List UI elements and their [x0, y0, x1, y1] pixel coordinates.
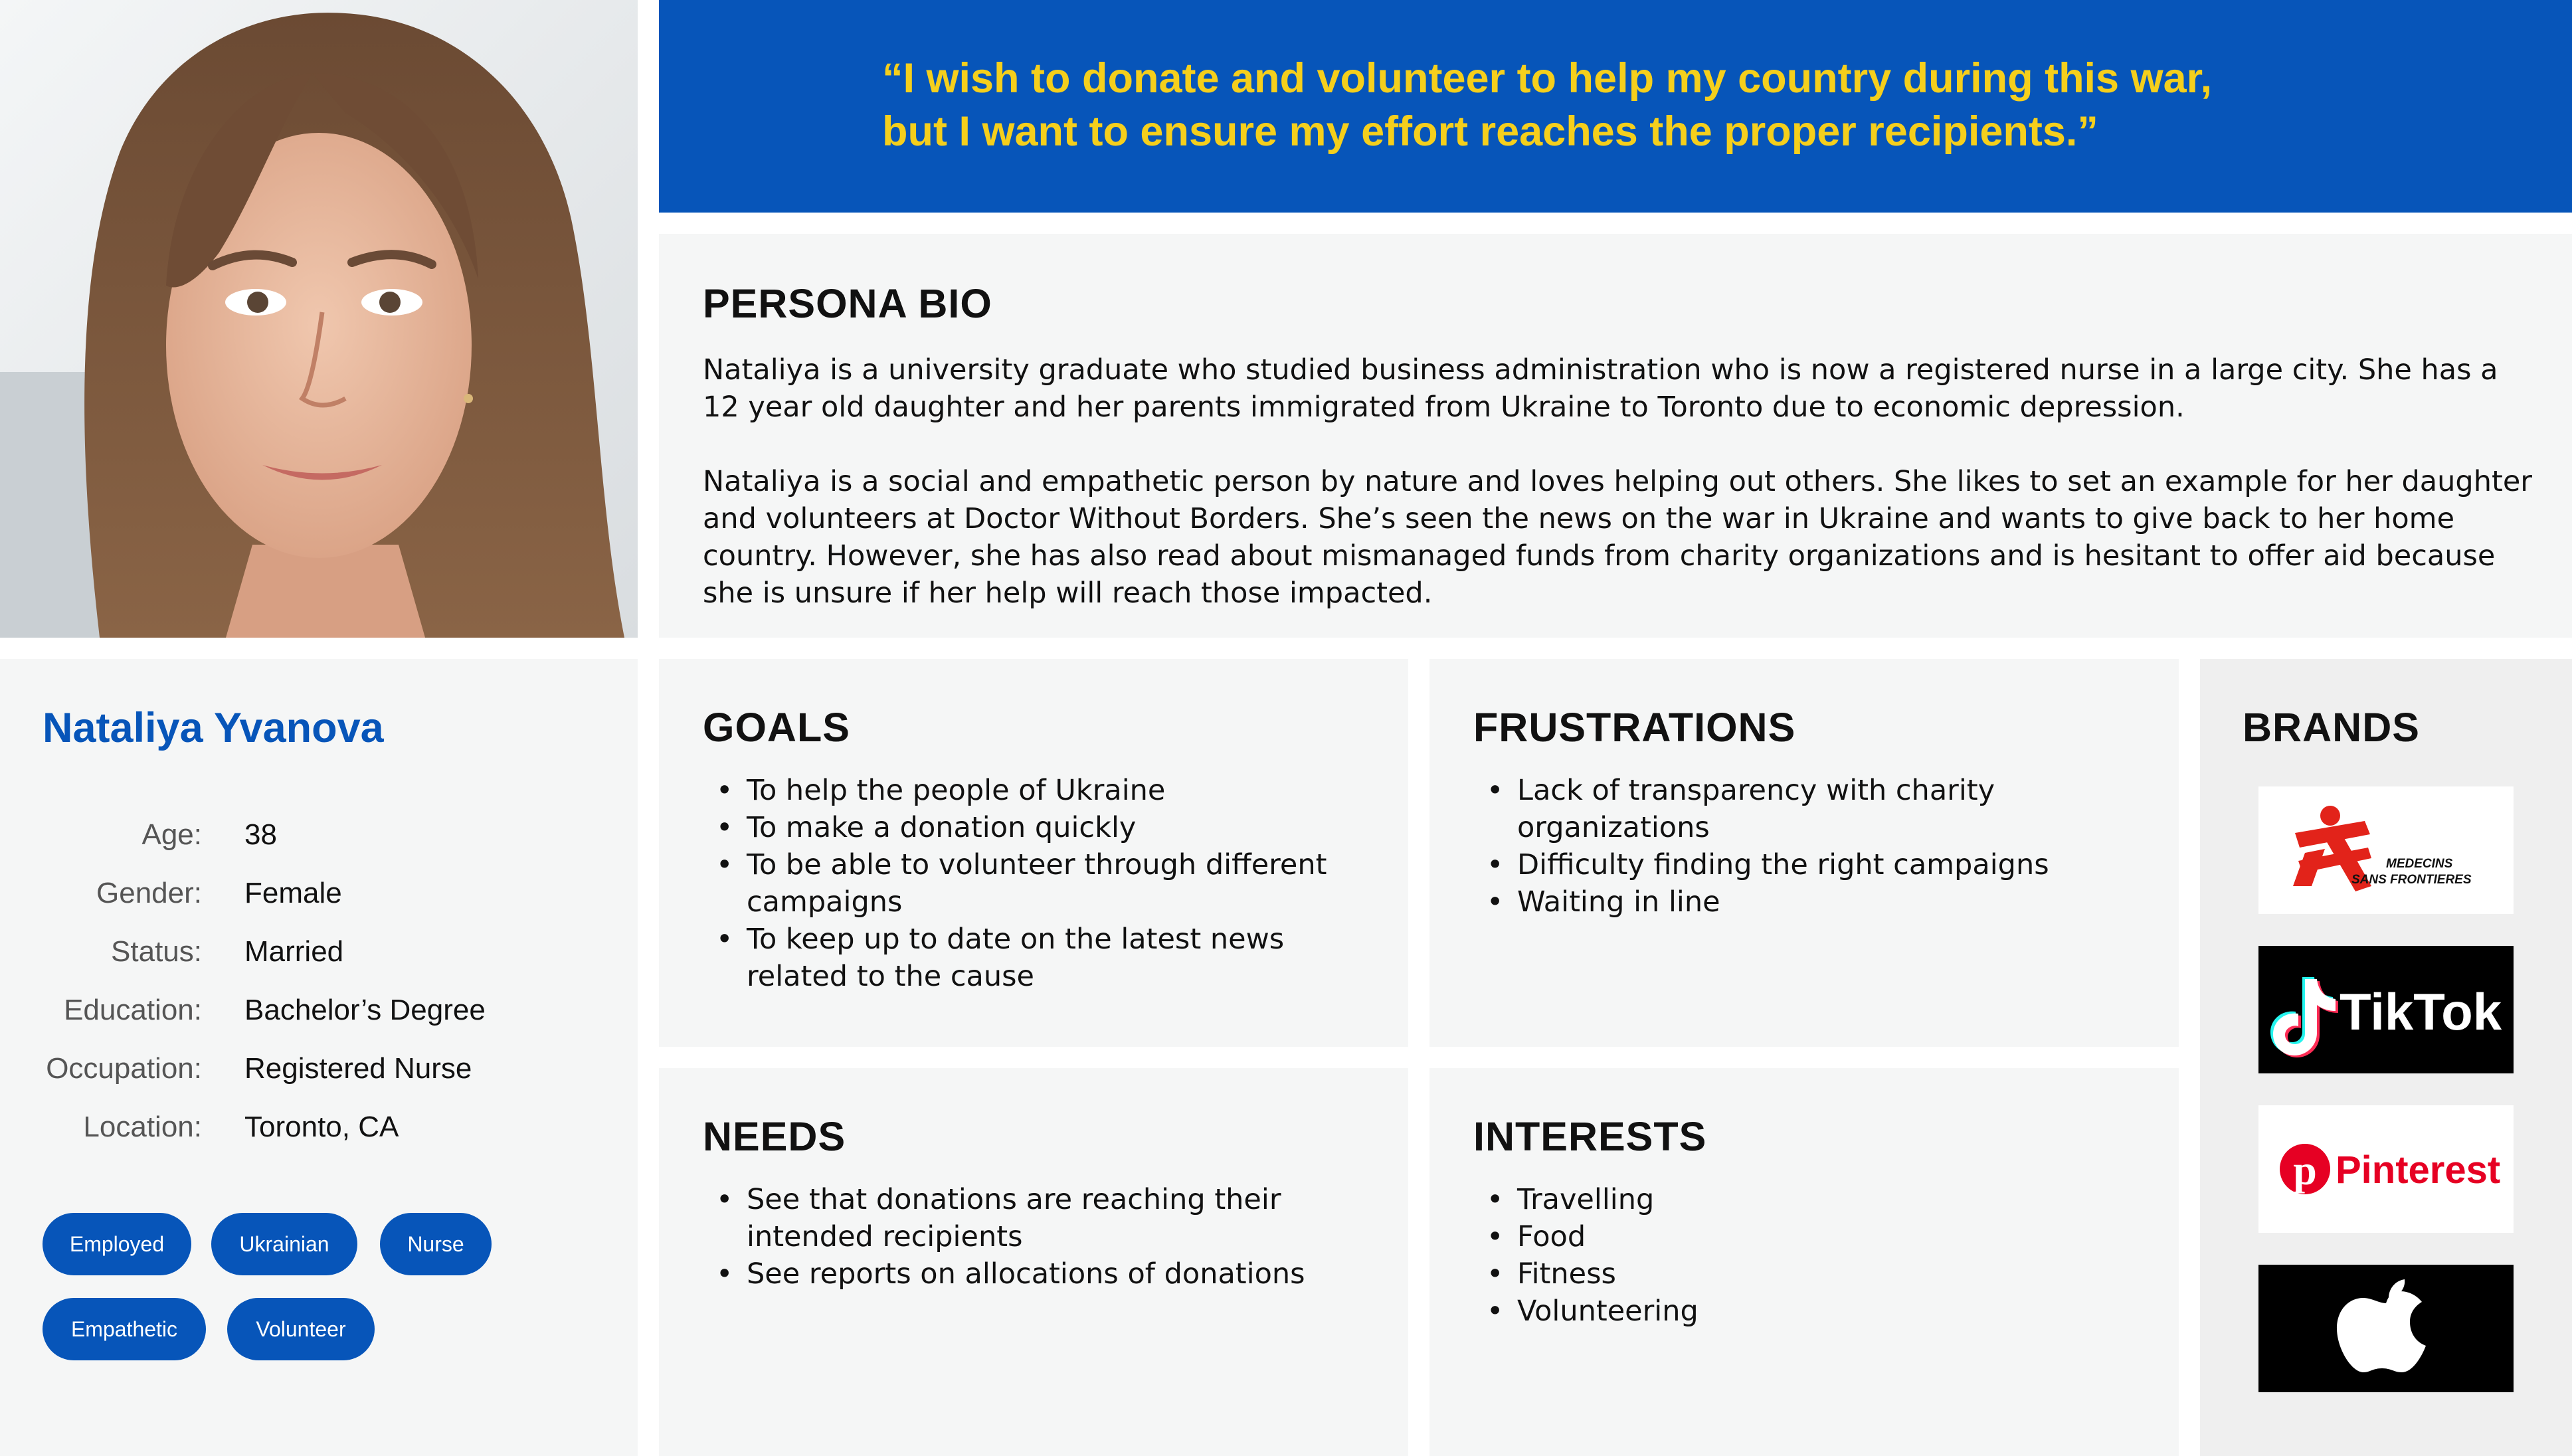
msf-text-line2: SANS FRONTIERES	[2351, 873, 2472, 887]
list-item: • See reports on allocations of donations	[703, 1255, 1380, 1293]
attribute-value: Married	[244, 935, 344, 968]
list-item: • To keep up to date on the latest news related to the cause	[703, 921, 1380, 995]
tag-employed: Employed	[43, 1213, 191, 1275]
pinterest-logo-icon	[2258, 1105, 2514, 1233]
attribute-row-occupation	[0, 1049, 638, 1089]
list-item: • See that donations are reaching their intended recipients	[703, 1181, 1380, 1255]
brands-title: BRANDS	[2243, 705, 2420, 750]
list-item: • To be able to volunteer through different campaigns	[703, 846, 1380, 921]
needs-panel	[659, 1068, 1408, 1456]
list-item: • Food	[1473, 1218, 2151, 1255]
attribute-label: Occupation:	[46, 1052, 202, 1085]
persona-bio-panel	[659, 234, 2572, 638]
msf-logo-tile	[2258, 786, 2514, 914]
attribute-row-age	[0, 815, 638, 855]
attribute-row-status	[0, 932, 638, 972]
list-item: • Difficulty finding the right campaigns	[1473, 846, 2151, 883]
attribute-label: Location:	[83, 1111, 202, 1143]
list-item: • Fitness	[1473, 1255, 2151, 1293]
goals-panel	[659, 659, 1408, 1047]
frustrations-list	[1473, 772, 2151, 921]
tag-ukrainian: Ukrainian	[211, 1213, 357, 1275]
interests-panel	[1429, 1068, 2179, 1456]
goals-list	[703, 772, 1380, 995]
tiktok-logo-icon	[2258, 946, 2514, 1073]
bio-title: PERSONA BIO	[703, 281, 992, 326]
frustrations-title: FRUSTRATIONS	[1473, 705, 1796, 750]
attribute-value: Toronto, CA	[244, 1111, 399, 1143]
list-item: • Waiting in line	[1473, 883, 2151, 921]
pinterest-logo-tile	[2258, 1105, 2514, 1233]
needs-title: NEEDS	[703, 1114, 846, 1159]
attribute-value: 38	[244, 818, 277, 851]
attribute-label: Gender:	[96, 877, 202, 909]
tiktok-logo-tile	[2258, 946, 2514, 1073]
attribute-label: Status:	[111, 935, 202, 968]
bio-paragraph: Nataliya is a social and empathetic person by nature and loves helping out others. She likes to set an example for her daughter and volunteers at Doctor Without Borders. She’s seen the news on the war in Ukraine and wants to give back to her home country. However, she has also read about mismanaged funds from charity organizations and is hesitant to offer aid because she is unsure if her help will reach those impacted.	[703, 465, 2532, 610]
attribute-label: Education:	[64, 994, 202, 1026]
profile-panel	[0, 659, 638, 1456]
persona-quote: “I wish to donate and volunteer to help my country during this war, but I want to ensure my effort reaches the proper recipients.”	[882, 55, 2213, 155]
list-item: • Travelling	[1473, 1181, 2151, 1218]
persona-portrait-image	[0, 0, 638, 638]
bio-text	[703, 351, 2536, 649]
interests-list	[1473, 1181, 2151, 1330]
list-item: • To help the people of Ukraine	[703, 772, 1380, 809]
needs-list	[703, 1181, 1380, 1293]
list-item: • To make a donation quickly	[703, 809, 1380, 846]
attribute-row-location	[0, 1107, 638, 1147]
bio-paragraph: Nataliya is a university graduate who studied business administration who is now a registered nurse in a large city. She has a 12 year old daughter and her parents immigrated from Ukraine to Toronto due to economic depression.	[703, 353, 2498, 424]
tiktok-text: TikTok	[2340, 982, 2502, 1041]
interests-title: INTERESTS	[1473, 1114, 1707, 1159]
goals-title: GOALS	[703, 705, 850, 750]
attribute-row-gender	[0, 873, 638, 913]
attribute-value: Female	[244, 877, 342, 909]
attribute-value: Registered Nurse	[244, 1052, 472, 1085]
apple-logo-icon	[2258, 1265, 2514, 1392]
tag-nurse: Nurse	[380, 1213, 492, 1275]
apple-logo-tile	[2258, 1265, 2514, 1392]
tag-empathetic: Empathetic	[43, 1298, 206, 1360]
frustrations-panel	[1429, 659, 2179, 1047]
pinterest-text: Pinterest	[2336, 1148, 2501, 1192]
attribute-row-education	[0, 990, 638, 1030]
persona-photo	[0, 0, 638, 638]
brands-panel	[2200, 659, 2572, 1456]
svg-text:p: p	[2293, 1146, 2317, 1194]
msf-text-line1: MEDECINS	[2386, 857, 2453, 871]
list-item: • Lack of transparency with charity organizations	[1473, 772, 2151, 846]
tag-volunteer: Volunteer	[227, 1298, 375, 1360]
attribute-value: Bachelor’s Degree	[244, 994, 486, 1026]
quote-banner	[659, 0, 2572, 213]
list-item: • Volunteering	[1473, 1293, 2151, 1330]
msf-logo-icon	[2258, 786, 2514, 914]
persona-name: Nataliya Yvanova	[43, 705, 384, 751]
attribute-label: Age:	[141, 818, 202, 851]
